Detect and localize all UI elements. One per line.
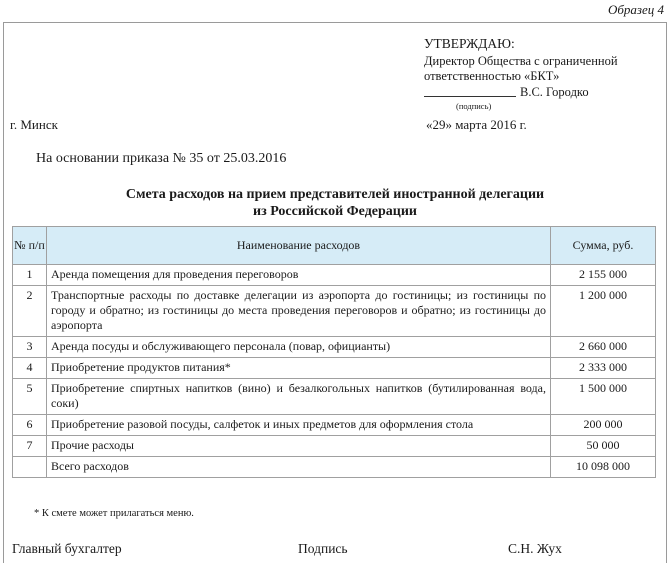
sample-label: Образец 4 <box>607 2 664 17</box>
document-title-line-1: Смета расходов на прием представителей иностранной делегации <box>125 187 545 202</box>
table-row <box>13 436 656 457</box>
total-label: Всего расходов <box>47 457 551 478</box>
row-sum: 2 660 000 <box>551 337 656 358</box>
row-name: Аренда посуды и обслуживающего персонала (повар, официанты) <box>47 337 551 358</box>
approval-signer: В.С. Городко <box>520 85 589 99</box>
row-sum: 200 000 <box>551 415 656 436</box>
table-row <box>13 265 656 286</box>
row-name: Приобретение разовой посуды, салфеток и иных предметов для оформления стола <box>47 415 551 436</box>
total-number-cell <box>13 457 47 478</box>
approval-date: «29» марта 2016 г. <box>426 117 527 132</box>
row-sum: 1 500 000 <box>551 379 656 415</box>
row-name: Приобретение продуктов питания* <box>47 358 551 379</box>
row-number: 5 <box>13 379 47 415</box>
row-number: 2 <box>13 286 47 337</box>
row-name: Транспортные расходы по доставке делегации из аэропорта до гостиницы; из гостиницы по городу и обратно; из гостиницы до места проведения переговоров и обратно; из гостиницы до аэропорта <box>47 286 551 337</box>
signature-name: С.Н. Жух <box>508 541 562 556</box>
approval-line-2: ответственностью «БКТ» <box>424 69 560 83</box>
row-number: 7 <box>13 436 47 457</box>
table-row <box>13 286 656 337</box>
table-header-row <box>13 227 656 265</box>
row-sum: 2 333 000 <box>551 358 656 379</box>
row-name: Аренда помещения для проведения переговоров <box>47 265 551 286</box>
signature-label: Подпись <box>298 541 348 556</box>
approval-title: УТВЕРЖДАЮ: <box>424 36 515 51</box>
approval-line-1: Директор Общества с ограниченной <box>424 54 618 68</box>
signature-line <box>424 96 516 97</box>
column-header-number: № п/п <box>13 227 47 265</box>
row-number: 4 <box>13 358 47 379</box>
column-header-name: Наименование расходов <box>47 227 551 265</box>
basis-text: На основании приказа № 35 от 25.03.2016 <box>36 151 287 166</box>
footnote: * К смете может прилагаться меню. <box>34 508 194 519</box>
total-sum: 10 098 000 <box>551 457 656 478</box>
row-number: 3 <box>13 337 47 358</box>
signature-role: Главный бухгалтер <box>12 541 122 556</box>
row-sum: 2 155 000 <box>551 265 656 286</box>
table-row <box>13 415 656 436</box>
table-total-row <box>13 457 656 478</box>
row-number: 1 <box>13 265 47 286</box>
table-row <box>13 337 656 358</box>
document-title-line-2: из Российской Федерации <box>253 204 417 219</box>
row-name: Приобретение спиртных напитков (вино) и безалкогольных напитков (бутилированная вода, соки) <box>47 379 551 415</box>
city: г. Минск <box>10 117 58 132</box>
expense-table <box>12 226 656 478</box>
table-row <box>13 358 656 379</box>
row-name: Прочие расходы <box>47 436 551 457</box>
table-row <box>13 379 656 415</box>
row-number: 6 <box>13 415 47 436</box>
row-sum: 1 200 000 <box>551 286 656 337</box>
signature-caption: (подпись) <box>456 101 492 111</box>
row-sum: 50 000 <box>551 436 656 457</box>
column-header-sum: Сумма, руб. <box>551 227 656 265</box>
